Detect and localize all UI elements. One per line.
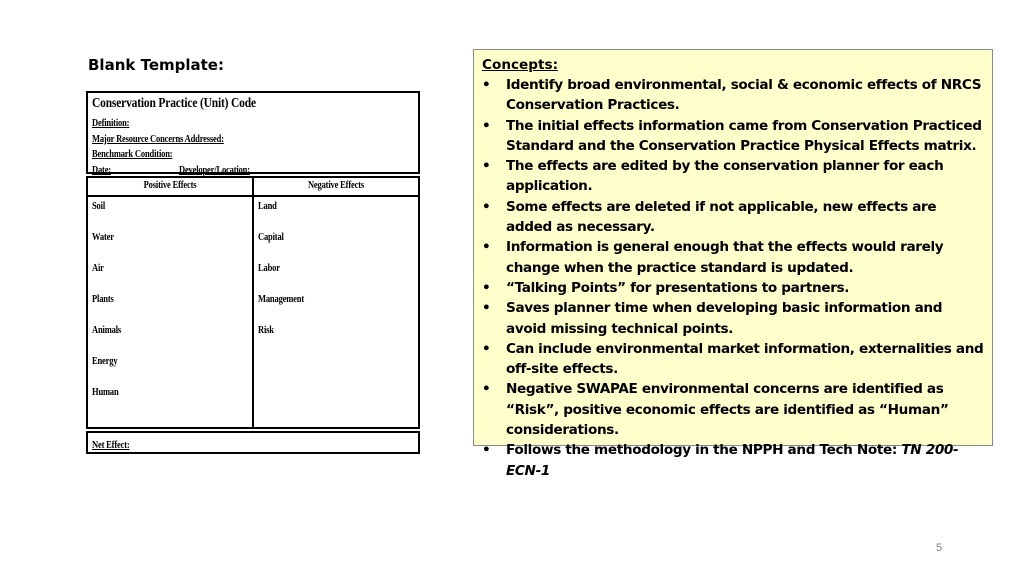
concept-item: • Identify broad environmental, social & economic effects of NRCS Conservation Practices. [482, 77, 982, 114]
negative-item-management: Management [258, 294, 304, 305]
bullet-icon: • [482, 279, 491, 296]
positive-item-animals: Animals [92, 325, 122, 336]
bullet-icon: • [482, 239, 491, 256]
blank-template-form [86, 91, 420, 454]
bullet-icon: • [482, 158, 491, 175]
positive-item-energy: Energy [92, 356, 118, 367]
net-effect-row [86, 431, 420, 454]
negative-item-risk: Risk [258, 325, 274, 336]
concepts-list [482, 75, 984, 481]
concept-item: • Information is general enough that the effects would rarely change when the practice standard is updated. [482, 239, 944, 276]
practice-code-title: Conservation Practice (Unit) Code [92, 96, 256, 111]
positive-item-plants: Plants [92, 294, 114, 305]
concepts-heading: Concepts: [482, 57, 559, 73]
positive-item-air: Air [92, 263, 104, 274]
negative-item-land: Land [258, 201, 277, 212]
benchmark-label: Benchmark Condition: [92, 149, 173, 160]
negative-effects-header: Negative Effects [254, 178, 418, 197]
negative-item-capital: Capital [258, 232, 284, 243]
net-effect-label: Net Effect: [92, 440, 130, 451]
bullet-icon: • [482, 340, 491, 357]
definition-label: Definition: [92, 118, 130, 129]
positive-effects-column [88, 178, 252, 427]
page-number: 5 [936, 542, 943, 554]
developer-label: Developer/Location: [178, 164, 250, 176]
resource-concerns-label: Major Resource Concerns Addressed: [92, 133, 224, 145]
positive-effects-header: Positive Effects [88, 178, 252, 197]
positive-item-soil: Soil [92, 201, 106, 212]
concept-item: • Saves planner time when developing basic information and avoid missing technical points. [482, 300, 943, 337]
concept-item: • The effects are edited by the conservation planner for each application. [482, 158, 944, 195]
concept-item: • Can include environmental market information, externalities and off-site effects. [482, 340, 984, 378]
negative-effects-column [252, 178, 418, 427]
negative-effects-list [254, 197, 418, 356]
effects-table [86, 176, 420, 429]
concept-item: • The initial effects information came from Conservation Practiced Standard and the Conservation Practice Physical Effects matrix. [482, 117, 982, 154]
tech-note-reference: TN 200-ECN-1 [506, 442, 959, 479]
concept-item: • Negative SWAPAE environmental concerns are identified as “Risk”, positive economic effects are identified as “Human” considerations. [482, 381, 949, 439]
date-developer-line [92, 163, 366, 179]
bullet-icon: • [482, 381, 491, 398]
positive-item-human: Human [92, 387, 119, 398]
positive-effects-list [88, 197, 252, 418]
bullet-icon: • [482, 300, 491, 317]
concepts-box [473, 49, 993, 479]
slide-title: Blank Template: [88, 56, 224, 74]
bullet-icon: • [482, 442, 491, 459]
bullet-icon: • [482, 117, 491, 134]
concept-item: • Some effects are deleted if not applicable, new effects are added as necessary. [482, 198, 937, 236]
concept-item: • Follows the methodology in the NPPH and Tech Note: TN 200-ECN-1 [482, 442, 959, 479]
concept-item: • “Talking Points” for presentations to partners. [482, 278, 984, 298]
bullet-icon: • [482, 77, 491, 93]
form-header [86, 91, 420, 174]
positive-item-water: Water [92, 232, 114, 243]
negative-item-labor: Labor [258, 263, 280, 274]
bullet-icon: • [482, 198, 491, 215]
date-label: Date: [92, 164, 111, 176]
